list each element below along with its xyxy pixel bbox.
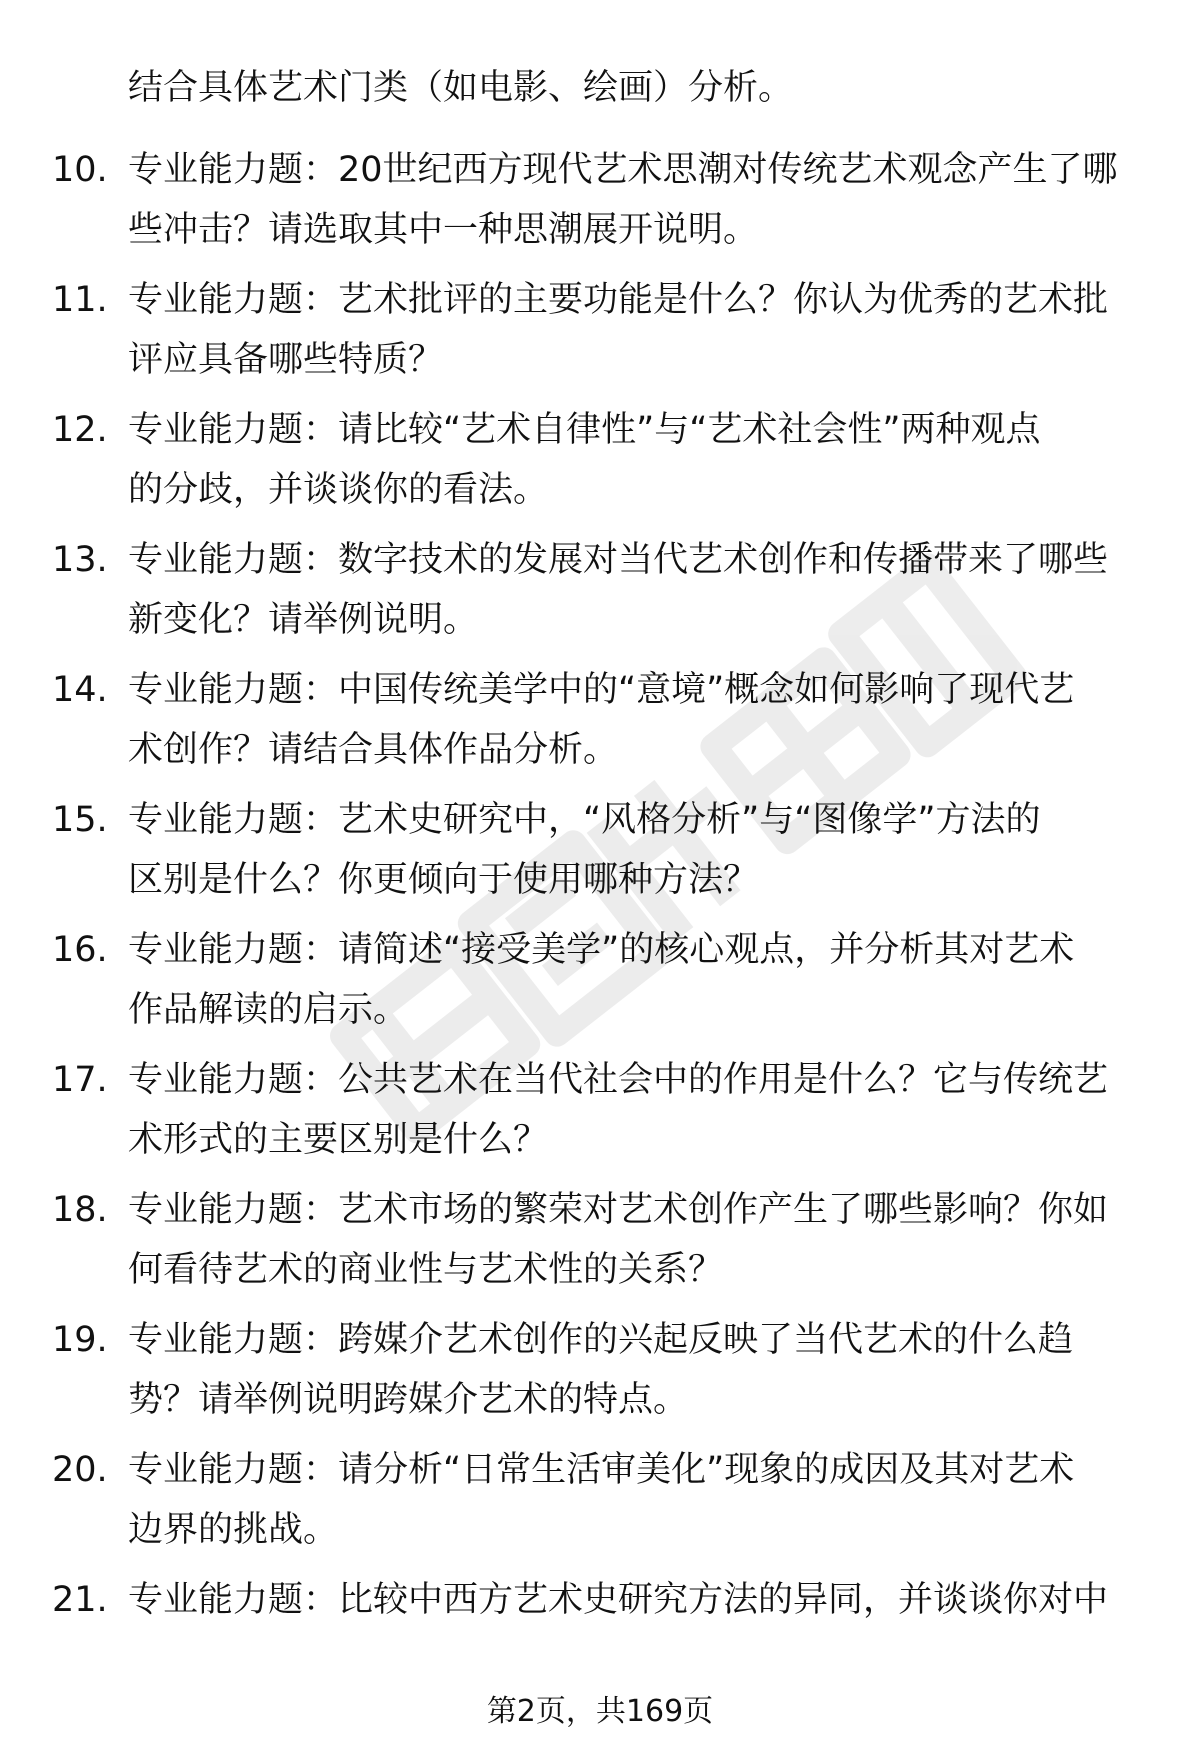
- question-item: [0, 270, 1200, 400]
- question-text: [128, 660, 1138, 780]
- question-number: 20.: [52, 1450, 108, 1490]
- question-item: [0, 920, 1200, 1050]
- question-item: [0, 790, 1200, 920]
- question-item: [0, 1310, 1200, 1440]
- question-item: [0, 140, 1200, 270]
- question-line: 作品解读的启示。: [128, 990, 409, 1030]
- question-line: 势？请举例说明跨媒介艺术的特点。: [128, 1380, 689, 1420]
- question-line: 边界的挑战。: [128, 1510, 339, 1550]
- question-number: 12.: [52, 410, 108, 450]
- question-list: [0, 140, 1200, 1700]
- question-number: 15.: [52, 800, 108, 840]
- question-number: 16.: [52, 930, 108, 970]
- question-text: [128, 140, 1138, 260]
- question-text: [128, 1050, 1138, 1170]
- question-text: [128, 790, 1138, 910]
- question-number: 18.: [52, 1190, 108, 1230]
- page-footer: 第2页，共169页: [486, 1694, 714, 1729]
- question-number: 11.: [52, 280, 108, 320]
- question-number: 14.: [52, 670, 108, 710]
- question-line: 专业能力题：艺术批评的主要功能是什么？你认为优秀的艺术批: [128, 280, 1109, 320]
- question-text: [128, 270, 1138, 390]
- question-line: 些冲击？请选取其中一种思潮展开说明。: [128, 210, 759, 250]
- question-text: [128, 920, 1138, 1040]
- continuation-line: 结合具体艺术门类（如电影、绘画）分析。: [128, 68, 794, 108]
- question-item: [0, 1050, 1200, 1180]
- question-number: 19.: [52, 1320, 108, 1360]
- question-line: 专业能力题：中国传统美学中的“意境”概念如何影响了现代艺: [128, 670, 1075, 710]
- question-line: 专业能力题：请比较“艺术自律性”与“艺术社会性”两种观点: [128, 410, 1041, 450]
- question-line: 专业能力题：艺术市场的繁荣对艺术创作产生了哪些影响？你如: [128, 1190, 1109, 1230]
- question-item: [0, 1180, 1200, 1310]
- question-item: [0, 530, 1200, 660]
- question-number: 17.: [52, 1060, 108, 1100]
- question-line: 评应具备哪些特质？: [128, 340, 444, 380]
- question-text: [128, 400, 1138, 520]
- question-text: [128, 1310, 1138, 1430]
- question-line: 术创作？请结合具体作品分析。: [128, 730, 619, 770]
- question-text: [128, 530, 1138, 650]
- question-number: 13.: [52, 540, 108, 580]
- question-line: 专业能力题：比较中西方艺术史研究方法的异同，并谈谈你对中: [128, 1580, 1109, 1620]
- question-text: [128, 1180, 1138, 1300]
- question-line: 的分歧，并谈谈你的看法。: [128, 470, 549, 510]
- question-line: 何看待艺术的商业性与艺术性的关系？: [128, 1250, 724, 1290]
- question-line: 新变化？请举例说明。: [128, 600, 479, 640]
- question-line: 专业能力题：请简述“接受美学”的核心观点，并分析其对艺术: [128, 930, 1075, 970]
- question-text: [128, 1440, 1138, 1560]
- question-line: 术形式的主要区别是什么？: [128, 1120, 549, 1160]
- question-item: [0, 400, 1200, 530]
- question-line: 专业能力题：艺术史研究中，“风格分析”与“图像学”方法的: [128, 800, 1041, 840]
- question-line: 专业能力题：请分析“日常生活审美化”现象的成因及其对艺术: [128, 1450, 1075, 1490]
- question-item: [0, 660, 1200, 790]
- question-line: 专业能力题：公共艺术在当代社会中的作用是什么？它与传统艺: [128, 1060, 1109, 1100]
- question-number: 21.: [52, 1580, 108, 1620]
- question-line: 区别是什么？你更倾向于使用哪种方法？: [128, 860, 759, 900]
- question-line: 专业能力题：跨媒介艺术创作的兴起反映了当代艺术的什么趋: [128, 1320, 1074, 1360]
- question-item: [0, 1440, 1200, 1570]
- question-line: 专业能力题：数字技术的发展对当代艺术创作和传播带来了哪些: [128, 540, 1109, 580]
- question-line: 专业能力题：20世纪西方现代艺术思潮对传统艺术观念产生了哪: [128, 150, 1118, 190]
- question-item: [0, 1570, 1200, 1700]
- question-number: 10.: [52, 150, 108, 190]
- question-text: [128, 1570, 1138, 1630]
